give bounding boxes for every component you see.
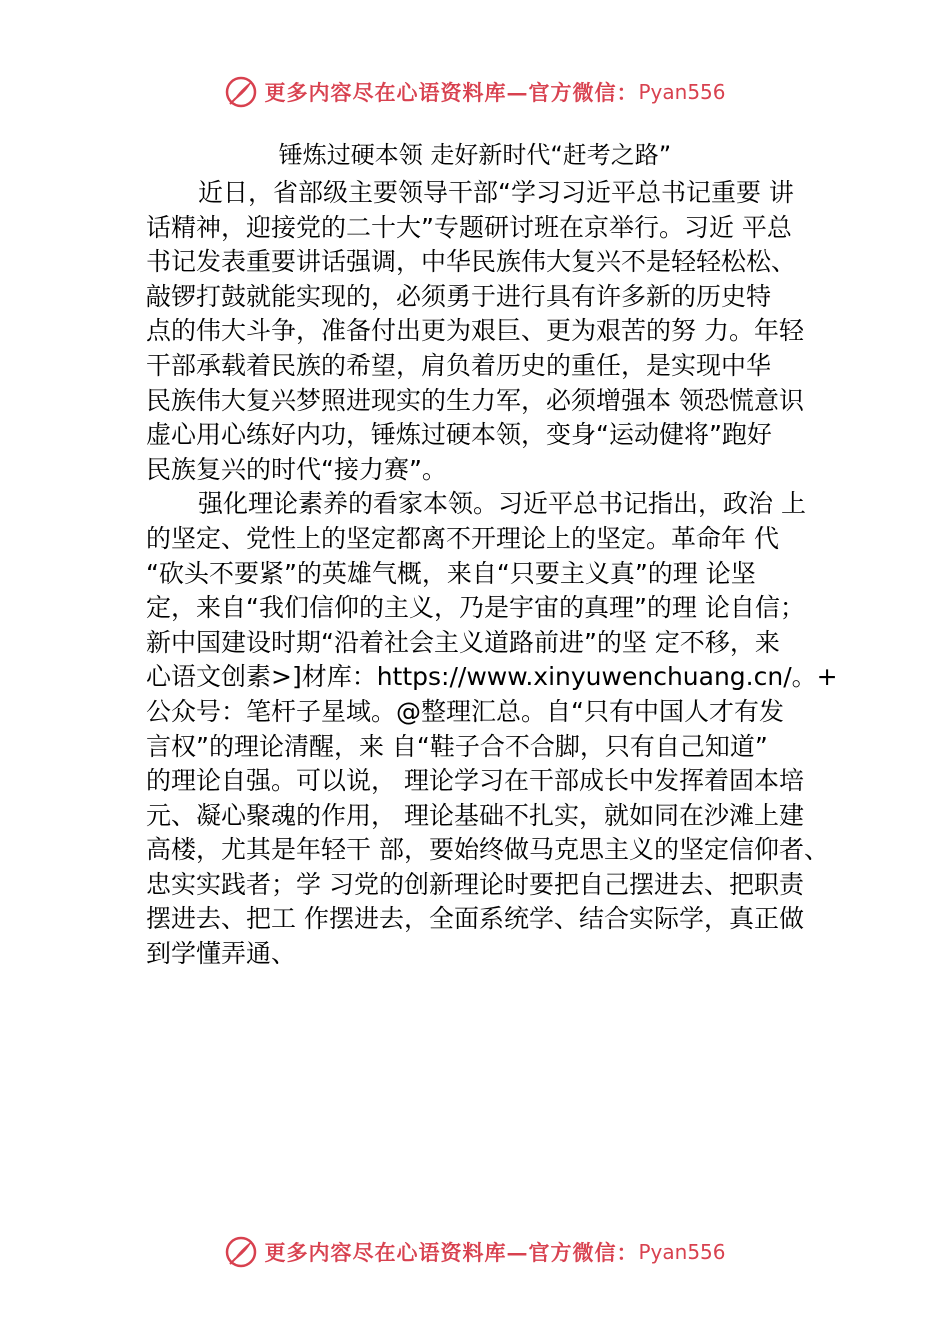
text-line: 元、凝心聚魂的作用， 理论基础不扎实，就如同在沙滩上建 [146, 800, 804, 830]
text-line: 虚心用心练好内功，锤炼过硬本领，变身“运动健将”跑好 [146, 420, 772, 450]
text-line: 强化理论素养的看家本领。习近平总书记指出，政治 上 [198, 489, 806, 519]
text-line: 点的伟大斗争，准备付出更为艰巨、更为艰苦的努 力。年轻 [146, 316, 804, 346]
text-line: 摆进去、把工 作摆进去，全面系统学、结合实际学，真正做 [146, 904, 804, 934]
text-line: 公众号：笔杆子星域。@整理汇总。自“只有中国人才有发 [146, 696, 784, 726]
text-line: 敲锣打鼓就能实现的，必须勇于进行具有许多新的历史特 [146, 281, 772, 311]
paragraph [146, 487, 838, 971]
text-line: 话精神，迎接党的二十大”专题研讨班在京举行。习近 平总 [146, 212, 792, 242]
text-line: 言权”的理论清醒，来 自“鞋子合不合脚，只有自己知道” [146, 731, 768, 761]
footer-wechat-id: Pyan556 [638, 1240, 726, 1264]
text-line: “砍头不要紧”的英雄气概，来自“只要主义真”的理 论坚 [146, 558, 756, 588]
text-line: 民族伟大复兴梦照进现实的生力军，必须增强本 领恐慌意识 [146, 385, 804, 415]
text-line: 新中国建设时期“沿着社会主义道路前进”的坚 定不移，来 [146, 627, 780, 657]
paragraph [146, 176, 818, 487]
text-line: 高楼，尤其是年轻干 部，要始终做马克思主义的坚定信仰者、 [146, 835, 829, 865]
text-line: 定，来自“我们信仰的主义，乃是宇宙的真理”的理 论自信； [146, 593, 805, 623]
footer-slogan: 更多内容尽在心语资料库—官方微信： [264, 1240, 639, 1265]
header-wechat-id: Pyan556 [638, 80, 726, 104]
text-line: 的理论自强。可以说， 理论学习在干部成长中发挥着固本培 [146, 766, 804, 796]
document-body [146, 176, 838, 972]
text-line: 心语文创素>]材库：https://www.xinyuwenchuang.cn/。+ [146, 662, 838, 692]
header-slogan: 更多内容尽在心语资料库—官方微信： [264, 80, 639, 105]
header-banner [0, 70, 950, 114]
footer-banner [0, 1230, 950, 1274]
text-line: 民族复兴的时代“接力赛”。 [146, 454, 447, 484]
feather-pen-icon [224, 1235, 258, 1269]
text-line: 忠实实践者；学 习党的创新理论时要把自己摆进去、把职责 [146, 869, 804, 899]
feather-pen-icon [224, 75, 258, 109]
document-title: 锤炼过硬本领 走好新时代“赶考之路” [278, 141, 672, 169]
text-line: 书记发表重要讲话强调，中华民族伟大复兴不是轻轻松松、 [146, 247, 797, 277]
text-line: 的坚定、党性上的坚定都离不开理论上的坚定。革命年 代 [146, 523, 779, 553]
text-line: 近日，省部级主要领导干部“学习习近平总书记重要 讲 [198, 178, 794, 207]
text-line: 到学懂弄通、 [146, 939, 297, 969]
text-line: 干部承载着民族的希望，肩负着历史的重任，是实现中华 [146, 350, 772, 380]
